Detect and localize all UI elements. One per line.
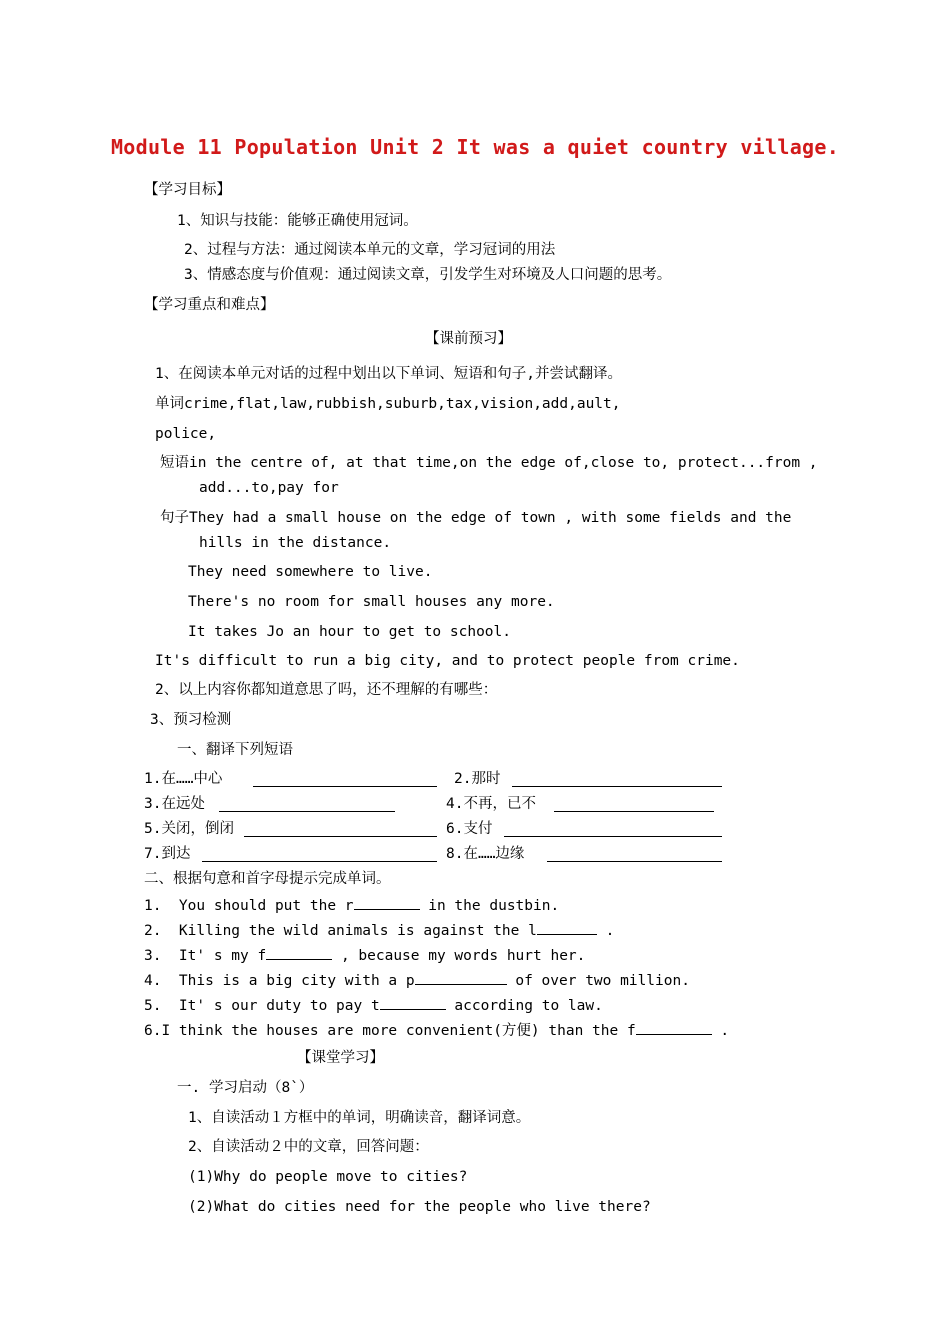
objective-2: 2、过程与方法：通过阅读本单元的文章，学习冠词的用法 — [184, 242, 556, 258]
answer-blank[interactable] — [219, 797, 395, 812]
fill-item-6: 6.I think the houses are more convenient(方便) than the f . — [144, 1020, 729, 1040]
sentence-4: It takes Jo an hour to get to school. — [188, 624, 512, 640]
preview-task-2: 2、以上内容你都知道意思了吗，还不理解的有哪些： — [155, 682, 498, 698]
class-heading: 【课堂学习】 — [297, 1050, 384, 1066]
sentence-3: There's no room for small houses any more. — [188, 594, 555, 610]
answer-blank[interactable] — [266, 945, 332, 960]
fill-item-2: 2. Killing the wild animals is against the l . — [144, 920, 614, 940]
answer-blank[interactable] — [253, 772, 437, 787]
words-line-1: 单词crime,flat,law,rubbish,suburb,tax,vision,add,ault, — [155, 396, 621, 412]
page-title: Module 11 Population Unit 2 It was a quiet country village. — [110, 135, 840, 159]
answer-blank[interactable] — [202, 847, 437, 862]
question-1: (1)Why do people move to cities? — [188, 1169, 468, 1185]
fill-item-1: 1. You should put the r in the dustbin. — [144, 895, 559, 915]
objective-1: 1、知识与技能：能够正确使用冠词。 — [177, 213, 418, 229]
section-one-heading: 一、翻译下列短语 — [177, 742, 293, 758]
class-item-2: 2、自读活动２中的文章，回答问题： — [188, 1139, 429, 1155]
class-item-1: 1、自读活动１方框中的单词，明确读音，翻译词意。 — [188, 1110, 531, 1126]
key-points-heading: 【学习重点和难点】 — [144, 297, 275, 313]
answer-blank[interactable] — [554, 797, 714, 812]
translate-item-8: 8.在……边缘 — [446, 846, 525, 862]
answer-blank[interactable] — [547, 847, 722, 862]
sentence-2: They need somewhere to live. — [188, 564, 433, 580]
answer-blank[interactable] — [380, 995, 446, 1010]
translate-item-1: 1.在……中心 — [144, 771, 223, 787]
answer-blank[interactable] — [354, 895, 420, 910]
translate-item-7: 7.到达 — [144, 846, 191, 862]
answer-blank[interactable] — [537, 920, 597, 935]
answer-blank[interactable] — [504, 822, 722, 837]
fill-item-4: 4. This is a big city with a p of over two million. — [144, 970, 690, 990]
translate-item-5: 5.关闭，倒闭 — [144, 821, 234, 837]
question-2: (2)What do cities need for the people who live there? — [188, 1199, 651, 1215]
preview-task-1: 1、在阅读本单元对话的过程中划出以下单词、短语和句子,并尝试翻译。 — [155, 366, 622, 382]
sentence-line-1: 句子They had a small house on the edge of town , with some fields and the — [160, 510, 792, 526]
sentence-line-2: hills in the distance. — [199, 535, 392, 551]
fill-item-5: 5. It' s our duty to pay t according to law. — [144, 995, 603, 1015]
preview-heading: 【课前预习】 — [425, 331, 512, 347]
class-start: 一. 学习启动（8`） — [177, 1080, 314, 1096]
fill-item-3: 3. It' s my f , because my words hurt her. — [144, 945, 585, 965]
translate-item-4: 4.不再，已不 — [446, 796, 536, 812]
objective-3: 3、情感态度与价值观：通过阅读文章，引发学生对环境及人口问题的思考。 — [184, 267, 672, 283]
objectives-heading: 【学习目标】 — [144, 182, 231, 198]
translate-item-2: 2.那时 — [454, 771, 501, 787]
sentence-5: It's difficult to run a big city, and to protect people from crime. — [155, 653, 740, 669]
translate-item-6: 6.支付 — [446, 821, 493, 837]
translate-item-3: 3.在远处 — [144, 796, 205, 812]
answer-blank[interactable] — [415, 970, 507, 985]
answer-blank[interactable] — [636, 1020, 712, 1035]
words-line-2: police, — [155, 426, 217, 442]
answer-blank[interactable] — [244, 822, 437, 837]
section-two-heading: 二、根据句意和首字母提示完成单词。 — [144, 871, 391, 887]
preview-task-3: 3、预习检测 — [150, 712, 232, 728]
answer-blank[interactable] — [512, 772, 722, 787]
phrases-line-2: add...to,pay for — [199, 480, 339, 496]
phrases-line-1: 短语in the centre of, at that time,on the edge of,close to, protect...from , — [160, 455, 818, 471]
